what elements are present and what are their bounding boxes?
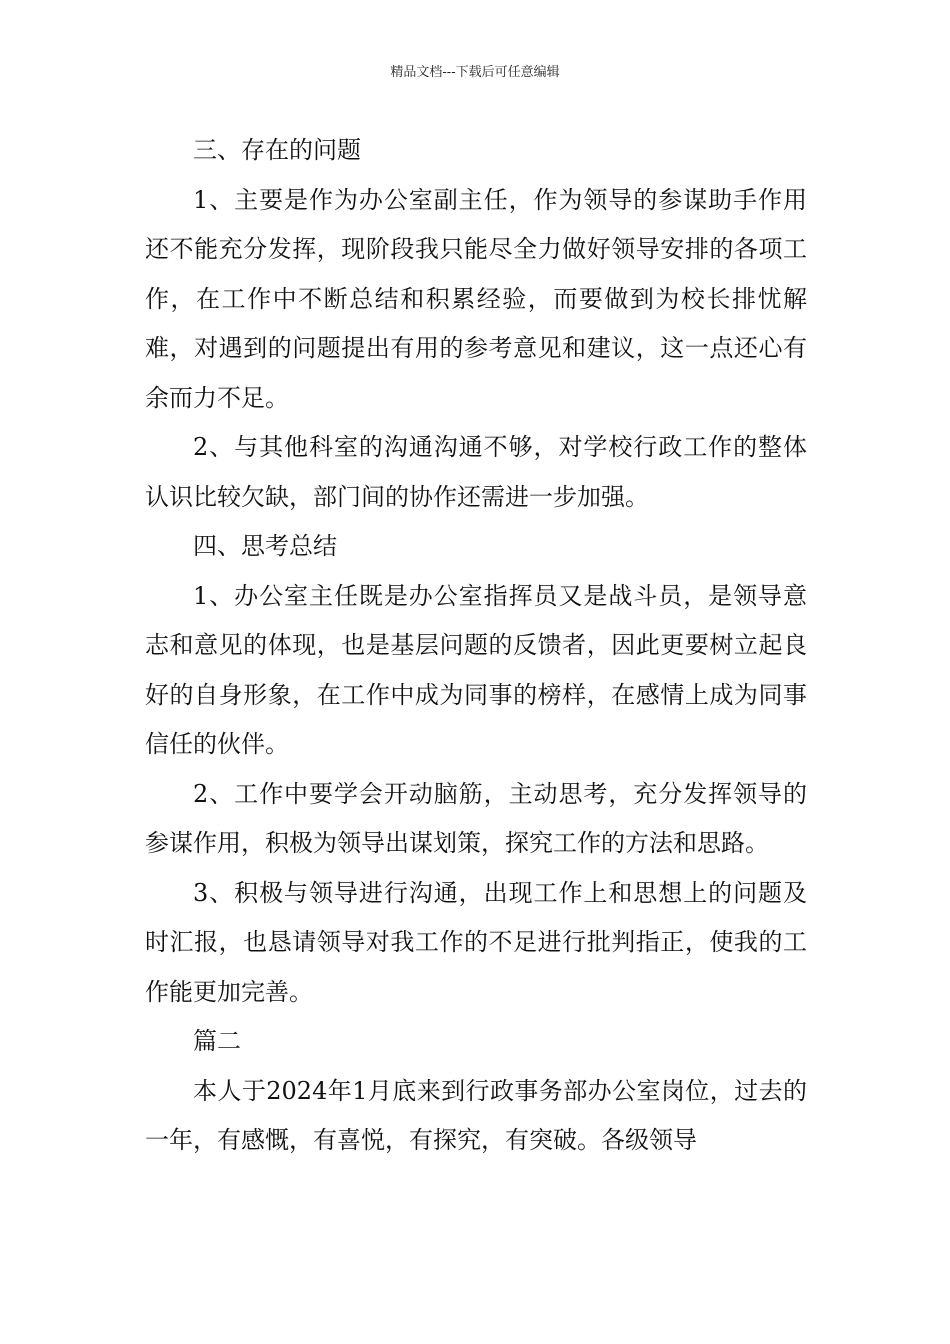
paragraph: 1、办公室主任既是办公室指挥员又是战斗员，是领导意志和意见的体现，也是基层问题的反馈者，因此更要树立起良好的自身形象，在工作中成为同事的榜样，在感情上成为同事信任的伙伴。 xyxy=(145,581,807,758)
page-header: 精品文档---下载后可任意编辑 xyxy=(390,65,560,80)
paragraph: 1、主要是作为办公室副主任，作为领导的参谋助手作用还不能充分发挥，现阶段我只能尽全力做好领导安排的各项工作，在工作中不断总结和积累经验，而要做到为校长排忧解难，对遇到的问题提出有用的参考意见和建议，这一点还心有余而力不足。 xyxy=(145,185,807,412)
document-body xyxy=(145,126,807,1166)
paragraph: 本人于2024年1月底来到行政事务部办公室岗位，过去的一年，有感慨，有喜悦，有探究，有突破。各级领导 xyxy=(145,1076,807,1154)
section-heading-part-two: 篇二 xyxy=(193,1027,241,1055)
paragraph: 2、工作中要学会开动脑筋，主动思考，充分发挥领导的参谋作用，积极为领导出谋划策，探究工作的方法和思路。 xyxy=(145,779,807,857)
section-heading-problems: 三、存在的问题 xyxy=(193,136,361,164)
section-heading-summary: 四、思考总结 xyxy=(193,532,337,560)
paragraph: 2、与其他科室的沟通沟通不够，对学校行政工作的整体认识比较欠缺，部门间的协作还需进一步加强。 xyxy=(145,433,807,511)
paragraph: 3、积极与领导进行沟通，出现工作上和思想上的问题及时汇报，也恳请领导对我工作的不足进行批判指正，使我的工作能更加完善。 xyxy=(145,878,807,1006)
